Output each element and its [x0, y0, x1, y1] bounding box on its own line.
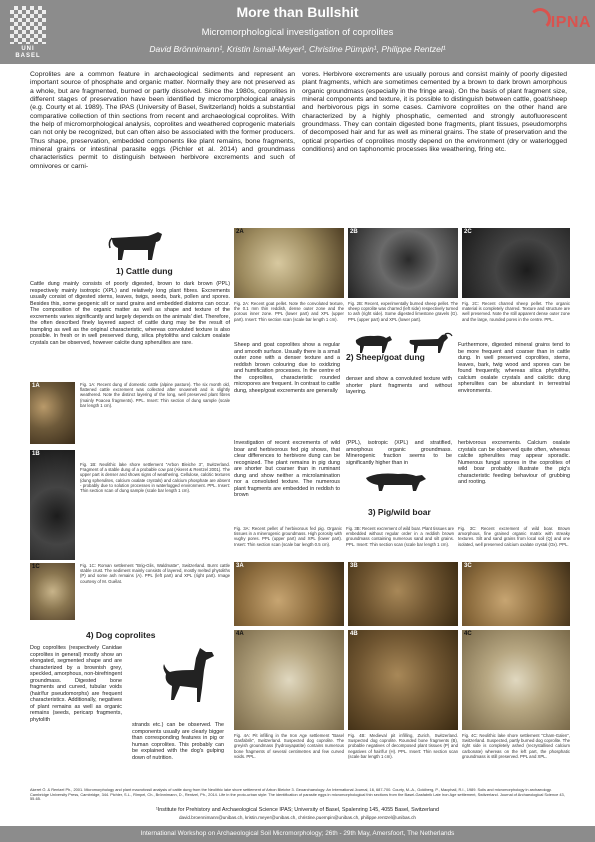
figure-3b-caption: Fig. 3B: Recent excrement of wild boar. Plant tissues are embedded without regular order in a reddish brown groundmass containing numerous sand and silt grains. PPL. Insert: Thin section scan (scale bar length 1 cm). — [346, 526, 454, 547]
figure-4b-caption: Fig. 4B: Medieval pit infilling, Zurich, Switzerland. Suspected dog coprolite. Rounded bone fragments (B), probable negatives of decomposed plant tissues (P) and negatives of hair/fur (H). PPL. Insert: Thin section scan (scale bar length 1 cm). — [348, 733, 458, 759]
figure-2c-photo — [462, 228, 570, 298]
figure-1b-label: 1B — [32, 451, 40, 457]
references: Akeret Ö. & Rentzel Ph., 2001. Micromorphology and plant macrofossil analysis of cattle dung from the Neolithic lake shore settlement of Arbon Bleiche 3. Geoarchaeology: An International Journal, 16, 687-700. Courty, M.-A., Goldberg, P., Macphail, R.I., 1989. Soils and micromorphology in archaeology. Cambridge University Press, Cambridge, 344. Pichler, S.L., Rimpel, Ch., Brönnimann, D., Rentzel, Ph., 2014. Life in the proto-urban style: The identification of parasite eggs in micromorphological thin sections from the Basel-Gasfabrik Late Iron Age settlement, Switzerland. Journal of Archaeological Science 43, 55-65. — [30, 787, 565, 802]
sheep-goat-icon — [352, 332, 456, 354]
figure-2b-label: 2B — [350, 229, 358, 235]
sheep-section-body-b: denser and show a convoluted texture with shorter plant fragments and without layering. — [346, 376, 452, 395]
uni-basel-logo — [4, 6, 52, 62]
dog-section-title: 4) Dog coprolites — [86, 630, 156, 640]
conference-footer: International Workshop on Archaeological Soil Micromorphology; 26th - 29th May, Amersfoort, The Netherlands — [0, 826, 595, 842]
figure-2b-photo — [348, 228, 458, 298]
figure-4a-caption: Fig. 4A: Pit infilling in the Iron Age settlement "Basel Gasfabrik", Switzerland. Suspected dog coprolite. The greyish groundmass (hydroxyapatite) contains numerous bone fragments of several centimetres and few curved voids. PPL. — [234, 733, 344, 759]
figure-1b-caption: Fig. 1B: Neolithic lake shore settlement "Arbon Bleiche 3", Switzerland. Fragment of a stable dung of a probable cow pat (Akeret & Rentzel 2001). The upper part is denser and shows signs of weathering. Cellulose, calcitic textures (dung spherulites, calcium oxalate crystals) and calcium phosphate are absent - probably due to solution processes in waterlogged environment. PPL. Insert: Thin section scan of dung sample (scale bar length 1 cm). — [80, 462, 230, 494]
figure-4c-photo — [462, 630, 570, 730]
sheep-section-body-c: Furthermore, digested mineral grains tend to be more frequent and coarser than in cattle dung. In well preserved coprolites, stems, leaves, bark, twig wood and spores can be found frequently, whereas silica phytoliths, calcium oxalate crystals and calcitic dung spherulites can be abundant in terrestrial environments. — [458, 342, 570, 394]
figure-4c-caption: Fig. 4C: Neolithic lake shore settlement "Cham-Galen", Switzerland. Suspected, partly burned dog coprolite. The right side is completely ashed (recrystallised calcium carbonate) whereas on the left part, the phosphatic groundmass is still preserved. PPL and XPL. — [462, 733, 570, 759]
intro-left-column: Coprolites are a common feature in archaeological sediments and represent an important source of phosphate and organic matter. Normally they are not preserved as a whole, but are fragmented, burned or partly dissolved. Since the 1980s, coprolites in different stages of preservation have been identified by micromorphological analysis (e.g. Courty et al. 1989). The IPAS (University of Basel, Switzerland) holds a substantial comparative collection of thin sections from recent and archaeological coprolites. With the help of micromorphological analysis, coprolites and weathered coprogenic materials can not only be recognized, but can often also be associated with the former producers. Thus shape, preservation, embedded components like plant remains, bone fragments, mineral grains or intestinal parasite eggs (Pichler et al. 2014) and groundmass characteristics permit to distinguish between herbivore excrements and such of omnivores or carni- — [30, 71, 295, 170]
figure-3c-label: 3C — [464, 563, 472, 569]
figure-2a-caption: Fig. 2A: Recent goat pellet. Note the convoluted texture, the 0.1 mm thin reddish, dense outer zone and the porous inner zone. PPL (lower part) and XPL (upper part). Insert: Thin section scan (scale bar length 1 cm). — [234, 301, 344, 322]
figure-2c-caption: Fig. 2C: Recent charred sheep pellet. The organic material is completely charred. Texture and structure are well preserved. Note the still apparent dense outer zone and the large, rounded pores in the centre. PPL. — [462, 301, 570, 322]
figure-2b-caption: Fig. 2B: Recent, experimentally burned sheep pellet. The sheep coprolite was charred (left side) respectively turned to ash (right side). Some digested limestone gravels (G). PPL (upper part) and XPL (lower part). — [348, 301, 458, 322]
figure-4a-photo — [234, 630, 344, 730]
pig-section-title: 3) Pig/wild boar — [368, 507, 431, 517]
uni-basel-logo-grid — [10, 6, 46, 44]
cattle-section-body: Cattle dung mainly consists of poorly digested, brown to dark brown (PPL) respectively mainly isotropic (XPL) and relatively long plant fibres. Excrements usually consist of digested stems, leaves, twigs, seeds, bark, pollen and spores. Besides this, some geogenic silt or sand grains and embedded diatoms can occur. The composition of the organic matter as well as shape and texture of the excrements varies significantly and largely depends on the animals' diet. Therefore, the often described finely layered aspect of cattle dung may be the result of trampling as well as the original characteristic, whereas convoluted texture is also possible. In fresh or in well preserved dung, silica phytoliths and calcium oxalate crystals can be observed, however calcite dung spherulites are rare. — [30, 281, 230, 346]
poster-authors: David Brönnimann¹, Kristin Ismail-Meyer¹, Christine Pümpin¹, Philippe Rentzel¹ — [149, 44, 446, 54]
dog-section-body-a: Dog coprolites (respectively Canidae coprolites in general) mostly show an elongated, segmented shape and are characterized by a brownish grey, speckled, amorphous, non-birefringent groundmass. Digested bone fragments and curved, tubular voids (hair/fur pseudomorphs) are frequent characteristics. Additionally, negatives of plant remains as well as organic remains (seeds, pericarp fragments, phytolith — [30, 645, 122, 723]
figure-3b-photo — [348, 562, 458, 626]
poster-subtitle: Micromorphological investigation of coprolites — [201, 27, 394, 38]
figure-3b-label: 3B — [350, 563, 358, 569]
figure-2a-photo — [234, 228, 344, 298]
dog-section-body-b: strands etc.) can be observed. The components usually are clearly bigger than corresponding features in pig or human coprolites. This probably can be explained with the dog's gulping down of nutrition. — [132, 722, 224, 761]
author-emails: david.broennimann@unibas.ch, kristin.meyer@unibas.ch, christine.puempin@unibas.ch, philippe.rentzel@unibas.ch — [179, 815, 416, 820]
figure-3c-caption: Fig. 3C: Recent excrement of wild boar. Brown amorphous, fine grained organic matrix with streaky textures. Silt and sand grains from local soil (Q) and one isolated, well preserved calcium oxalate crystal (Ox). PPL. — [458, 526, 570, 547]
figure-1c-label: 1C — [32, 564, 40, 570]
figure-1a-caption: Fig. 1A: Recent dung of domestic cattle (alpine pasture). The six month old, flattened cattle excrement was collected after snowmelt and is slightly weathered. Note the distinct layering of the long, well preserved plant fibres (mainly Poacea fragments). PPL. Insert: Thin section of dung sample (scale bar length 1 cm). — [80, 382, 230, 408]
figure-1c-photo — [30, 563, 75, 620]
figure-4c-label: 4C — [464, 631, 472, 637]
figure-4b-label: 4B — [350, 631, 358, 637]
pig-section-body-b: (PPL), isotropic (XPL) and stratified, amorphous organic groundmass. Minerogenic fraction seems to be significantly higher than in — [346, 440, 452, 466]
figure-1c-caption: Fig. 1C: Roman settlement "Brig-Glis, Waldmatte", Switzerland. Burnt cattle stable crust. The sediment mainly consists of layered, mostly melted phytoliths (P) and some ash remains (A). PPL (left part) and XPL (right part). Image courtesy of M. Guélat. — [80, 563, 230, 584]
figure-3c-photo — [462, 562, 570, 626]
ipna-logo-arc — [529, 8, 551, 30]
pig-boar-icon — [360, 470, 440, 492]
figure-3a-label: 3A — [236, 563, 244, 569]
intro-right-column: vores. Herbivore excrements are usually porous and consist mainly of poorly digested plant fragments, which are sometimes cemented by a brown to dark brown amorphous organic groundmass (especially in the fringe area). On the basis of plant fragment size, mineral components and texture, it is possible to distinguish between cattle, goat/sheep and herbivorous pigs in some cases. Carnivore coprolites on the other hand are characterized by a highly phosphatic, cemented and strongly autofluorescent groundmass. They can contain digested bone fragments, plant tissues, pseudomorphs of decomposed hair and fur as well as mineral grains. The state of preservation and the optical properties of coprolites mostly depend on the environment (dry or waterlogged conditions) and on taphonomic processes like weathering, firing etc. — [302, 71, 567, 154]
figure-1b-photo — [30, 450, 75, 560]
pig-section-body-c: herbivorous excrements. Calcium oxalate crystals can be observed quite often, whereas calcite spherulites may appear sporadic. Numerous fungal spores in the coprolites of wild boar probably illustrate the pig's characteristic feeding behaviour of grubbing and rooting. — [458, 440, 570, 485]
affiliation: ¹Institute for Prehistory and Archaeological Science IPAS; University of Basel, Spalenring 145, 4055 Basel, Switzerland — [155, 807, 440, 813]
dog-icon — [160, 644, 216, 704]
poster-title: More than Bullshit — [236, 4, 359, 20]
figure-1a-photo — [30, 382, 75, 444]
sheep-section-title: 2) Sheep/goat dung — [346, 352, 425, 362]
uni-basel-logo-text: UNI BASEL — [15, 46, 41, 59]
ipna-logo-text: IPNA — [550, 14, 591, 31]
figure-4b-photo — [348, 630, 458, 730]
figure-2c-label: 2C — [464, 229, 472, 235]
cattle-section-title: 1) Cattle dung — [116, 266, 173, 276]
cow-icon — [106, 228, 166, 262]
ipna-logo — [521, 8, 591, 48]
figure-3a-caption: Fig. 3A: Recent pellet of herbivorous fed pig. Organic tissues in a minerogenic groundmass. High porosity with vughy pores. PPL (upper part) and XPL (lower part). Insert: Thin section scan (scale bar length 0.5 cm). — [234, 526, 342, 547]
figure-1a-label: 1A — [32, 383, 40, 389]
figure-2a-label: 2A — [236, 229, 244, 235]
figure-3a-photo — [234, 562, 344, 626]
figure-4a-label: 4A — [236, 631, 244, 637]
sheep-section-body-a: Sheep and goat coprolites show a regular and smooth surface. Usually there is a small outer zone with a denser texture and a reddish brown colouring due to oxidizing and humification processes. In the centre of the coprolites, characteristic rounded micropores are frequent. In contrast to cattle dung, sheep/goat excrements are generally — [234, 342, 340, 394]
pig-section-body-a: Investigation of recent excrements of wild boar and herbivorous fed pig shows, that clear differences to herbivore dung can be recognized. The plant remains in pig dung are shorter but coarser than in ruminant dung and show neither a microlamination nor a convoluted texture. The numerous plant fragments are embedded in reddish to brown — [234, 440, 340, 498]
